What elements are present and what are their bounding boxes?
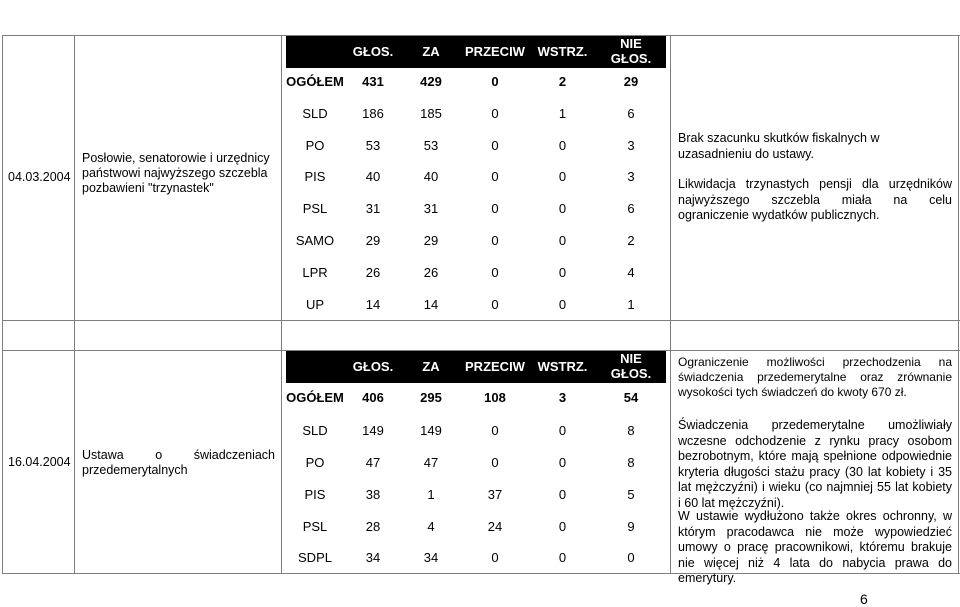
entry1-sep [286, 255, 666, 258]
entry1-row-sld: SLD 186 185 0 1 6 [302, 106, 635, 121]
entry1-row-psl: PSL 31 31 0 0 6 [302, 201, 635, 216]
date-col-border [74, 35, 75, 574]
entry1-row-po: PO 53 53 0 0 3 [305, 138, 635, 153]
entry1-subject: Posłowie, senatorowie i urzędnicy państwowi najwyższego szczebla pozbawieni "trzynastek" [82, 151, 270, 195]
entry1-row-samo: SAMO 29 29 0 0 2 [295, 233, 635, 248]
header-nie-glos: GŁOS. [610, 366, 652, 381]
entry1-vote-header [286, 36, 666, 68]
entry2-date: 16.04.2004 [8, 455, 71, 469]
header-wstrz: WSTRZ. [537, 44, 588, 59]
entry2-sep [286, 477, 666, 480]
page-number: 6 [860, 591, 868, 607]
entry1-note-fiscal: Brak szacunku skutków fiskalnych w uzasadnieniu do ustawy. [678, 131, 880, 161]
entry2-note-conditions: Świadczenia przedemerytalne umożliwiały wczesne odchodzenie z rynku pracy osobom bezrobotnym, które mają spełnione odpowiednie kryteria długości stażu pracy (30 lat kobiety i 35 lat mężczyźni) i wieku (co najmniej 55 lat kobiety i 60 lat mężczyźni). [678, 418, 952, 510]
entry2-sep [286, 413, 666, 416]
entry1-sep [286, 159, 666, 162]
header-glos: GŁOS. [352, 44, 394, 59]
header-za: ZA [422, 359, 440, 374]
entry2-row-sdpl: SDPL 34 34 0 0 0 [298, 550, 635, 565]
entry1-row-lpr: LPR 26 26 0 0 4 [302, 265, 635, 280]
entry1-sep [286, 96, 666, 99]
entry2-sep [286, 509, 666, 512]
entry1-sep [286, 223, 666, 226]
entry2-note-limits: Ograniczenie możliwości przechodzenia na świadczenia przedemerytalne oraz zrównanie wysokości tych świadczeń do kwoty 670 zł. [678, 355, 952, 399]
row1-bottom-border [2, 320, 960, 321]
header-przeciw: PRZECIW [465, 359, 525, 374]
header-glos: GŁOS. [352, 359, 394, 374]
entry1-sep [286, 191, 666, 194]
header-nie: NIE [620, 36, 642, 51]
entry2-vote-header [286, 351, 666, 383]
entry2-subject: Ustawa o świadczeniach przedemerytalnych [82, 448, 275, 477]
entry2-sep [286, 445, 666, 448]
table-left-border [2, 35, 3, 574]
entry2-row-sld: SLD 149 149 0 0 8 [302, 423, 635, 438]
entry1-sep [286, 127, 666, 130]
entry1-row-pis: PIS 40 40 0 0 3 [304, 169, 635, 184]
votes-col-border [670, 35, 671, 574]
subject-col-border [281, 35, 282, 574]
header-nie-glos: GŁOS. [610, 51, 652, 66]
header-wstrz: WSTRZ. [537, 359, 588, 374]
entry1-date: 04.03.2004 [8, 170, 71, 184]
entry2-row-total: OGÓŁEM 406 295 108 3 54 [286, 390, 639, 405]
entry2-sep [286, 541, 666, 544]
header-nie: NIE [620, 351, 642, 366]
entry2-row-po: PO 47 47 0 0 8 [305, 455, 635, 470]
entry2-row-pis: PIS 38 1 37 0 5 [304, 487, 635, 502]
entry1-row-up: UP 14 14 0 0 1 [305, 297, 635, 312]
entry1-row-total: OGÓŁEM 431 429 0 2 29 [286, 74, 639, 89]
entry2-row-psl: PSL 28 4 24 0 9 [302, 519, 635, 534]
header-za: ZA [422, 44, 440, 59]
entry1-sep [286, 287, 666, 290]
header-przeciw: PRZECIW [465, 44, 525, 59]
table-right-border [958, 35, 959, 574]
entry2-note-protection: W ustawie wydłużono także okres ochronny, w którym pracodawca nie może wypowiedzieć umowy o pracę pracownikowi, któremu brakuje nie więcej niż 4 lata do nabycia prawa do emerytury. [678, 509, 952, 585]
entry1-note-purpose: Likwidacja trzynastych pensji dla urzędników najwyższego szczebla miała na celu ograniczenie wydatków publicznych. [678, 177, 952, 222]
